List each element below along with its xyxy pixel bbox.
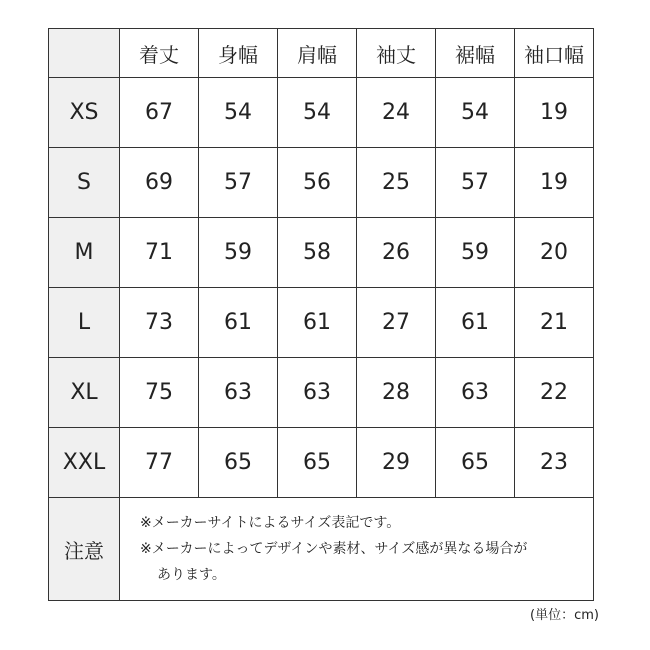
unit-label: (単位：cm) [530,608,599,623]
table-row [49,78,594,148]
table-cell: 61 [278,288,357,358]
table-cell: 57 [436,148,515,218]
table-cell: 25 [357,148,436,218]
table-cell: 22 [515,358,594,428]
note-text [120,498,594,601]
size-label: XS [49,78,120,148]
table-cell: 56 [278,148,357,218]
table-cell: 21 [515,288,594,358]
table-row [49,358,594,428]
table-cell: 19 [515,148,594,218]
header-cuff-width: 袖口幅 [515,29,594,78]
header-sleeve-length: 袖丈 [357,29,436,78]
table-cell: 20 [515,218,594,288]
table-cell: 67 [120,78,199,148]
table-cell: 63 [199,358,278,428]
table-cell: 59 [199,218,278,288]
header-body-width: 身幅 [199,29,278,78]
table-cell: 65 [199,428,278,498]
table-cell: 54 [199,78,278,148]
table-cell: 19 [515,78,594,148]
note-label: 注意 [49,498,120,601]
table-cell: 69 [120,148,199,218]
table-cell: 63 [436,358,515,428]
note-line: ※メーカーによってデザインや素材、サイズ感が異なる場合が [140,541,528,557]
table-cell: 63 [278,358,357,428]
table-cell: 77 [120,428,199,498]
table-cell: 29 [357,428,436,498]
table-cell: 24 [357,78,436,148]
table-cell: 71 [120,218,199,288]
table-cell: 75 [120,358,199,428]
size-chart-table [48,28,594,601]
table-row [49,428,594,498]
table-cell: 26 [357,218,436,288]
size-label: XL [49,358,120,428]
table-cell: 27 [357,288,436,358]
header-hem-width: 裾幅 [436,29,515,78]
size-label: M [49,218,120,288]
table-cell: 58 [278,218,357,288]
table-cell: 61 [436,288,515,358]
table-cell: 23 [515,428,594,498]
table-cell: 57 [199,148,278,218]
table-cell: 73 [120,288,199,358]
table-cell: 65 [436,428,515,498]
size-label: S [49,148,120,218]
header-length: 着丈 [120,29,199,78]
table-cell: 54 [278,78,357,148]
table-row [49,288,594,358]
size-label: XXL [49,428,120,498]
table-cell: 61 [199,288,278,358]
table-row [49,148,594,218]
note-row [49,498,594,601]
header-row [49,29,594,78]
table-cell: 54 [436,78,515,148]
header-shoulder-width: 肩幅 [278,29,357,78]
corner-cell [49,29,120,78]
size-label: L [49,288,120,358]
table-cell: 65 [278,428,357,498]
table-cell: 28 [357,358,436,428]
table-cell: 59 [436,218,515,288]
note-line: ※メーカーサイトによるサイズ表記です。 [140,515,401,531]
note-line: あります。 [157,567,226,583]
table-row [49,218,594,288]
